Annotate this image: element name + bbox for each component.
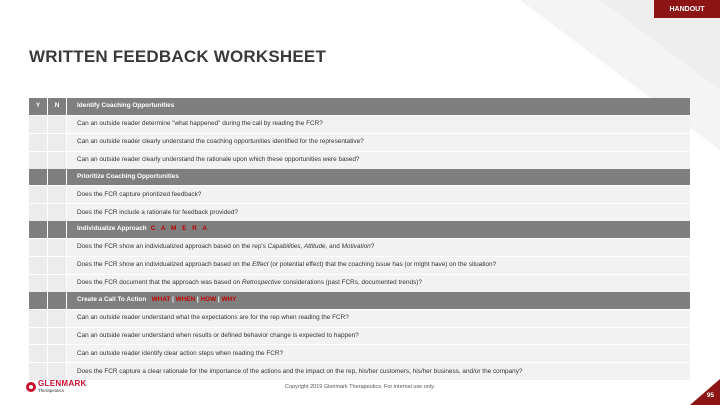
page-number: 95 <box>706 392 714 399</box>
column-y-header: Y <box>29 98 48 115</box>
question-text: Can an outside reader understand when results or defined behavior change is expected to happen? <box>67 327 691 345</box>
page-number-triangle-icon <box>690 379 720 405</box>
feedback-worksheet-table <box>29 98 690 380</box>
tag-how: HOW <box>200 296 217 304</box>
copyright-footer: Copyright 2019 Glenmark Therapeutics. For internal use only. <box>285 384 435 390</box>
yes-cell[interactable] <box>29 239 48 257</box>
no-cell[interactable] <box>48 309 67 327</box>
table-row <box>29 115 690 133</box>
table-row <box>29 186 690 204</box>
table-row <box>29 257 690 275</box>
page-title: WRITTEN FEEDBACK WORKSHEET <box>29 47 327 66</box>
no-cell[interactable] <box>48 151 67 168</box>
section-heading: Prioritize Coaching Opportunities <box>67 169 691 186</box>
question-text: Can an outside reader clearly understand the coaching opportunities identified for the representative? <box>67 133 691 151</box>
table-row <box>29 274 690 291</box>
no-cell[interactable] <box>48 274 67 291</box>
yes-cell[interactable] <box>29 133 48 151</box>
table-row <box>29 309 690 327</box>
table-row <box>29 204 690 221</box>
no-cell[interactable] <box>48 363 67 380</box>
tag-when: WHEN <box>175 296 196 304</box>
yes-cell[interactable] <box>29 204 48 221</box>
question-text: Does the FCR capture prioritized feedback? <box>67 186 691 204</box>
table-row <box>29 327 690 345</box>
table-row <box>29 345 690 363</box>
section-header-row <box>29 98 690 115</box>
section-heading: Identify Coaching Opportunities <box>67 98 691 115</box>
no-cell[interactable] <box>48 115 67 133</box>
question-text: Can an outside reader understand what the expectations are for the rep when reading the FCR? <box>67 309 691 327</box>
section-heading: Create a Call To Action <box>77 296 147 304</box>
yes-cell[interactable] <box>29 257 48 275</box>
question-text: Can an outside reader identify clear action steps when reading the FCR? <box>67 345 691 363</box>
section-heading: Individualize Approach <box>77 225 147 233</box>
yes-cell[interactable] <box>29 363 48 380</box>
no-cell[interactable] <box>48 239 67 257</box>
no-cell[interactable] <box>48 327 67 345</box>
question-text: Does the FCR show an individualized approach based on the rep's Capabilities, Attitude, and Motivation? <box>67 239 691 257</box>
question-text: Does the FCR include a rationale for feedback provided? <box>67 204 691 221</box>
tag-why: WHY <box>221 296 237 304</box>
question-text: Does the FCR capture a clear rationale for the importance of the actions and the impact on the rep, his/her customers, his/her business, and/or the company? <box>67 363 691 380</box>
page-number-badge <box>690 379 720 405</box>
table-row <box>29 151 690 168</box>
question-text: Does the FCR document that the approach was based on Retrospective considerations (past FCRs, documented trends)? <box>67 274 691 291</box>
section-header-row <box>29 292 690 309</box>
yes-cell[interactable] <box>29 327 48 345</box>
yes-cell[interactable] <box>29 274 48 291</box>
no-cell[interactable] <box>48 204 67 221</box>
question-text: Can an outside reader clearly understand the rationale upon which these opportunities were based? <box>67 151 691 168</box>
question-text: Can an outside reader determine "what happened" during the call by reading the FCR? <box>67 115 691 133</box>
table-row <box>29 133 690 151</box>
no-cell[interactable] <box>48 345 67 363</box>
handout-badge: HANDOUT <box>654 0 720 18</box>
no-cell[interactable] <box>48 257 67 275</box>
question-text: Does the FCR show an individualized approach based on the Effect (or potential effect) that the coaching issue has (or might have) on the situation? <box>67 257 691 275</box>
logo-subtitle: Therapeutics <box>38 388 65 393</box>
camera-acronym: C A M E R A <box>150 225 209 233</box>
yes-cell[interactable] <box>29 115 48 133</box>
yes-cell[interactable] <box>29 151 48 168</box>
no-cell[interactable] <box>48 133 67 151</box>
section-header-row <box>29 221 690 238</box>
yes-cell[interactable] <box>29 186 48 204</box>
table-row <box>29 239 690 257</box>
section-header-row <box>29 169 690 186</box>
section-heading-cell: Create a Call To Action WHAT | WHEN | HOW | WHY <box>67 292 691 309</box>
table-row <box>29 363 690 380</box>
no-cell[interactable] <box>48 186 67 204</box>
tag-what: WHAT <box>151 296 171 304</box>
yes-cell[interactable] <box>29 309 48 327</box>
section-heading-cell <box>67 221 691 238</box>
column-n-header: N <box>48 98 67 115</box>
yes-cell[interactable] <box>29 345 48 363</box>
logo-name: GLENMARK <box>38 379 87 388</box>
